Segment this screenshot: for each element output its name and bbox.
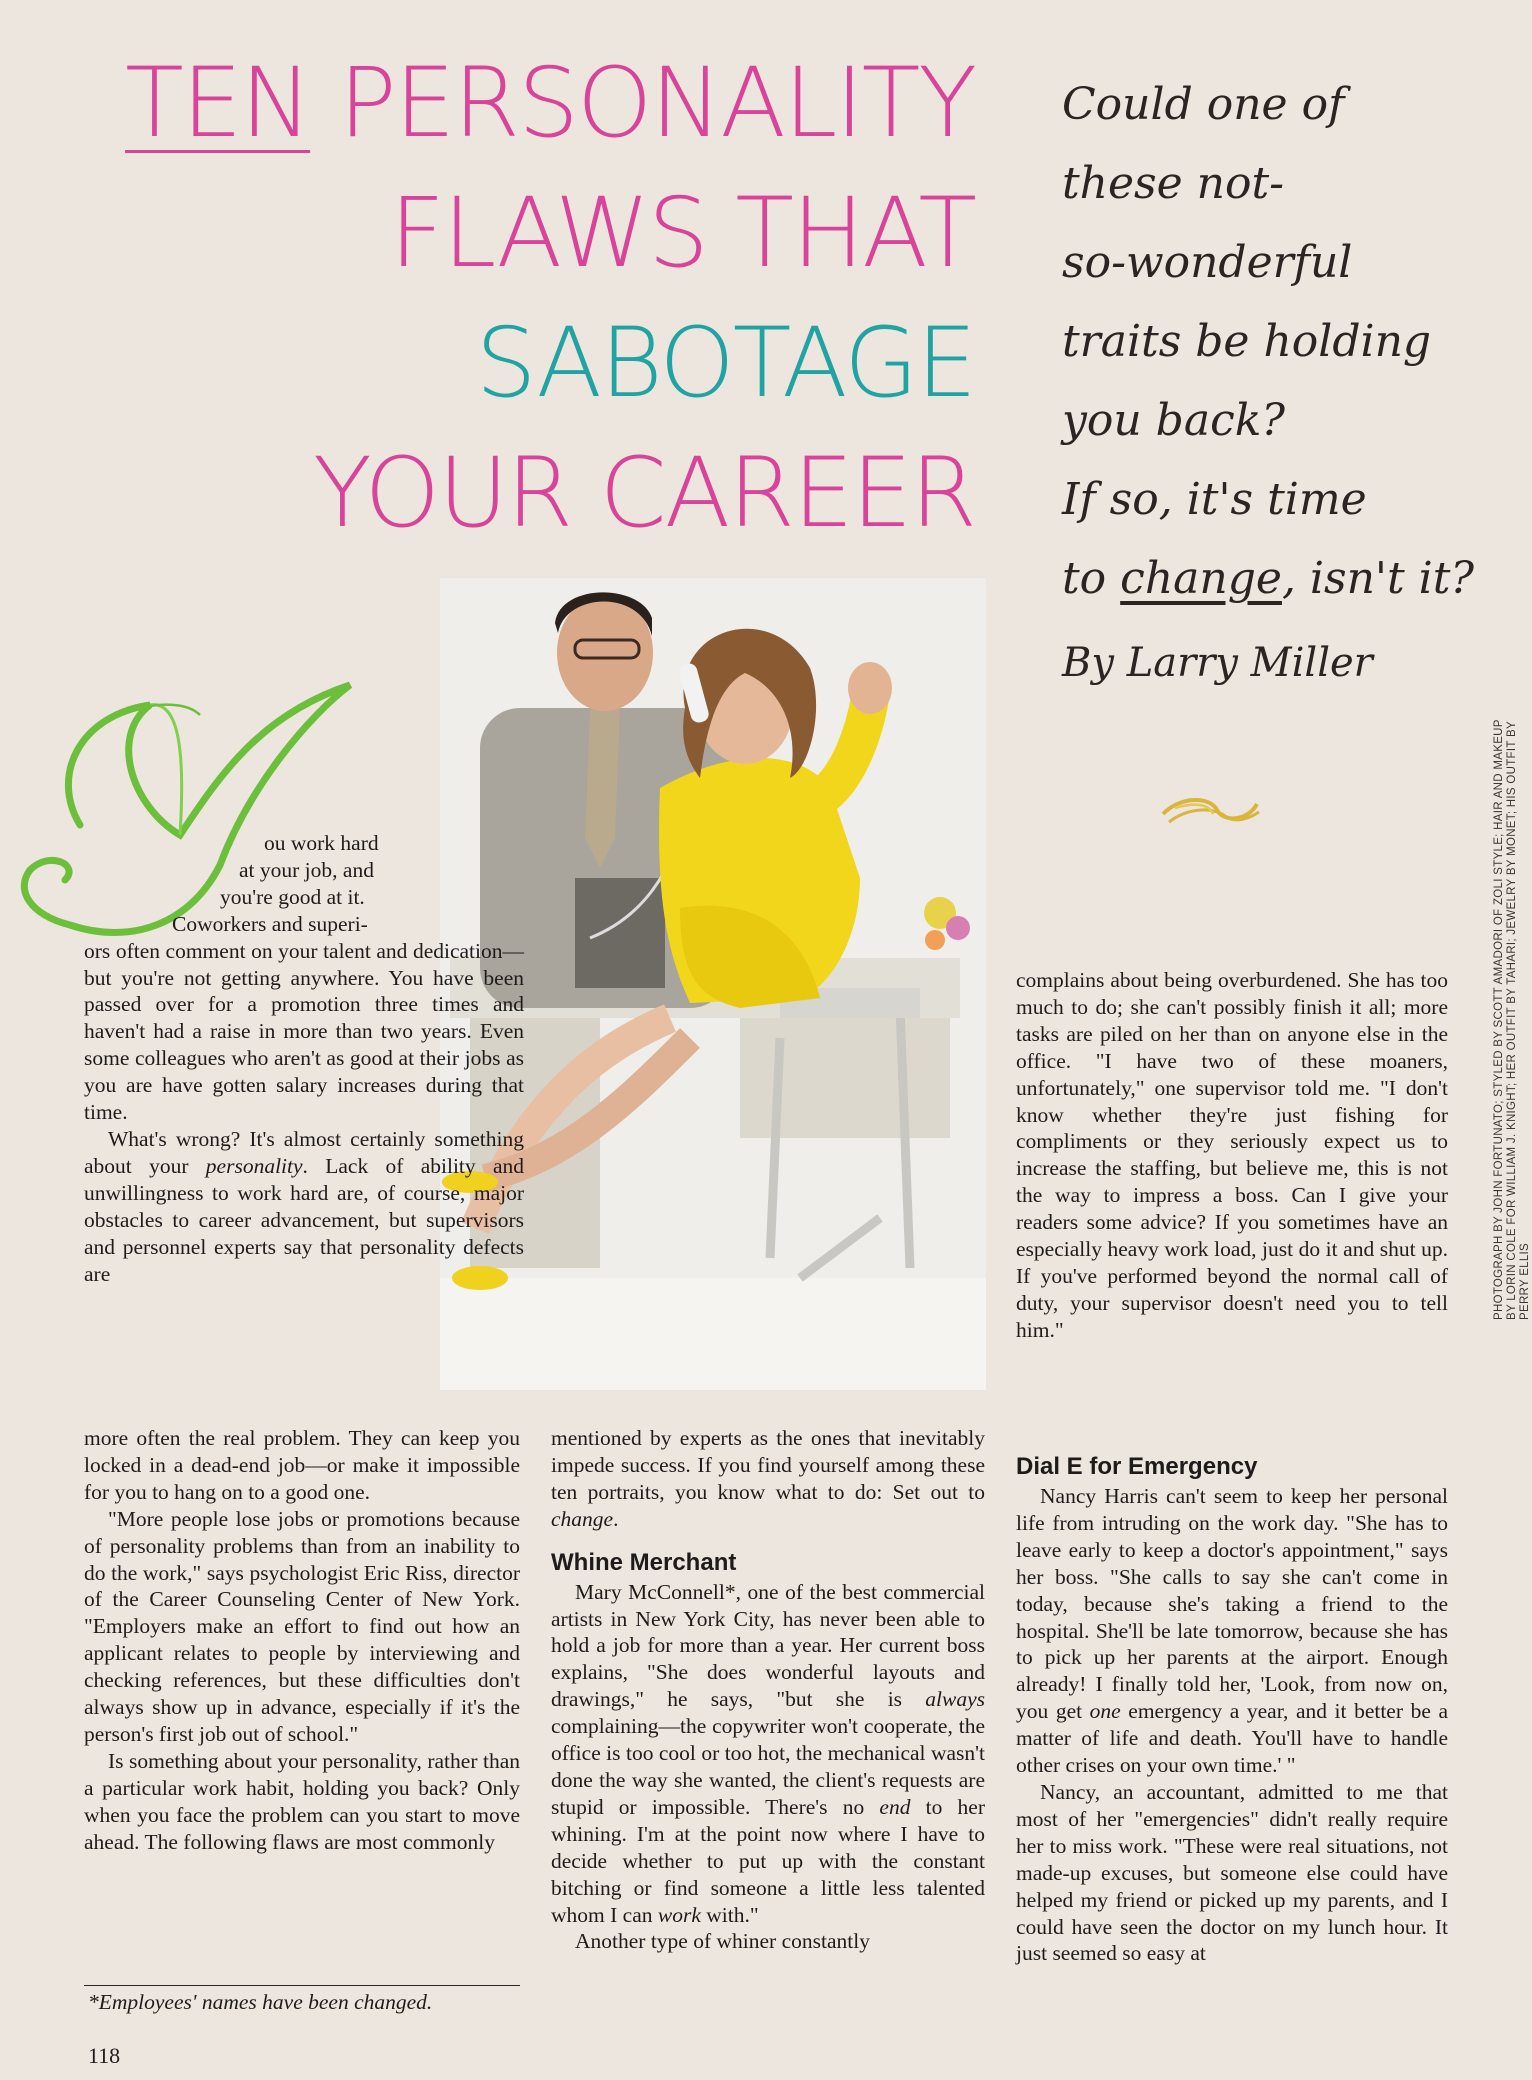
intro-paragraph: ors often comment on your talent and dedication—but you're not getting anywhere. You have been passed over for a promotion three times and haven't had a raise in more than two years. Even some colleagues who aren't as good at their jobs as you are have gotten salary increases during that time. (84, 938, 524, 1125)
deck-line: Could one of (1062, 79, 1345, 130)
text-run: . Lack of ability and unwillingness to work hard are, of course, major obstacles to career advancement, but supervisors and personnel experts say that personality defects are (84, 1153, 524, 1286)
emphasis: always (925, 1687, 985, 1712)
byline: By Larry Miller (1062, 640, 1373, 686)
footnote: *Employees' names have been changed. (88, 1990, 433, 2014)
headline-line-1 (125, 47, 975, 159)
column-1 (84, 1425, 520, 1856)
headline-line-3: SABOTAGE (475, 307, 975, 419)
column-3-lower (1016, 1453, 1448, 1967)
text-run: What's wrong? It's almost certainly something about your (84, 1126, 524, 1178)
text-run: with." (700, 1902, 759, 1927)
deck-line: you back? (1062, 395, 1285, 446)
paragraph (551, 1425, 985, 1533)
text-run: Mary McConnell*, one of the best commercial artists in New York City, has never been able to hold a job for more than a year. Her current boss explains, "She does wonderful layouts and drawings," he says, "but she is (551, 1579, 985, 1712)
text-run: . (613, 1506, 619, 1531)
deck-line: If so, it's time (1062, 474, 1367, 525)
emphasis: one (1089, 1699, 1121, 1724)
emphasis: personality (205, 1153, 303, 1178)
deck-line: traits be holding (1062, 316, 1432, 367)
headline-line-1-rest: PERSONALITY (310, 47, 975, 159)
paragraph (1016, 1483, 1448, 1779)
subhead-whine-merchant: Whine Merchant (551, 1548, 737, 1576)
flourish-ornament-icon (1155, 792, 1265, 832)
paragraph: more often the real problem. They can keep you locked in a dead-end job—or make it impossible for you to hang on to a good one. (84, 1426, 520, 1504)
headline-ten: TEN (125, 47, 311, 159)
emphasis: work (657, 1902, 701, 1927)
deck-line (1062, 539, 1475, 618)
photo-credit-line: BY LORIN COLE FOR WILLIAM J. KNIGHT; HER OUTFIT BY TAHARI; JEWELRY BY MONET; HIS OUTFIT BY PERRY ELLIS (1506, 721, 1531, 1320)
column-2 (551, 1425, 985, 1955)
deck-underlined-word: change (1120, 553, 1282, 604)
intro-line: Coworkers and superi- (172, 911, 368, 936)
deck-text: to (1062, 553, 1121, 604)
footnote-divider (84, 1985, 520, 1986)
photo-credit-line: PHOTOGRAPH BY JOHN FORTUNATO; STYLED BY SCOTT AMADORI OF ZOLI STYLE; HAIR AND MAKEUP (1493, 719, 1505, 1320)
photo-credit (1493, 680, 1531, 1320)
intro-paragraph-2 (84, 1126, 524, 1287)
intro-line: at your job, and (239, 857, 374, 882)
column-3 (1016, 967, 1448, 1344)
intro-column (84, 830, 524, 1287)
paragraph: complains about being overburdened. She has too much to do; she can't possibly finish it all; more tasks are piled on her than on anyone else in the office. "I have two of these moaners, unfortunately," one supervisor told me. "I don't know whether they're just fishing for compliments or they seriously expect us to increase the staffing, but believe me, this is not the way to impress a boss. Can I give your readers some advice? If you sometimes have an especially heavy work load, just do it and shut up. If you've performed beyond the normal call of duty, your supervisor doesn't need you to tell him." (1016, 968, 1448, 1342)
deck-line: so-wonderful (1062, 237, 1353, 288)
text-run: Nancy Harris can't seem to keep her personal life from intruding on the work day. "She has to leave early to keep a doctor's appointment," says her boss. "She calls to say she can't come in today, because she's taking a friend to the hospital. She'll be late tomorrow, because she has to pick up her parents at the airport. Enough already! I finally told her, 'Look, from now on, you get (1016, 1484, 1448, 1724)
emphasis: end (879, 1794, 911, 1819)
text-run: emergency a year, and it better be a matter of life and death. You'll have to handle other crises on your own time.' " (1016, 1699, 1448, 1778)
paragraph: Another type of whiner constantly (575, 1929, 870, 1954)
deck-line: these not- (1062, 158, 1285, 209)
text-run: mentioned by experts as the ones that inevitably impede success. If you find yourself among these ten portraits, you know what to do: Set out to (551, 1426, 985, 1504)
headline (125, 47, 975, 575)
headline-line-2: FLAWS THAT (389, 177, 975, 289)
deck-text: , isn't it? (1281, 553, 1475, 604)
intro-line: you're good at it. (220, 884, 365, 909)
paragraph: "More people lose jobs or promotions because of personality problems than from an inability to do the work," says psychologist Eric Riss, director of the Career Counseling Center of New York. "Employers make an effort to find out how an applicant relates to people by interviewing and checking references, but these difficulties don't always show up in advance, especially if it's the person's first job out of school." (84, 1506, 520, 1746)
paragraph (551, 1579, 985, 1929)
text-run: to her whining. I'm at the point now where I have to decide whether to put up with the constant bitching or find someone a little less talented whom I can (551, 1794, 985, 1927)
subhead-dial-e: Dial E for Emergency (1016, 1453, 1258, 1480)
text-run: complaining—the copywriter won't cooperate, the office is too cool or too hot, the mechanical wasn't done the way she wanted, the client's requests are stupid or impossible. There's no (551, 1714, 985, 1819)
emphasis: change (551, 1506, 614, 1531)
paragraph: Nancy, an accountant, admitted to me that most of her "emergencies" didn't really require her to miss work. "These were real situations, not made-up excuses, but someone else could have helped my friend or picked up my parents, and I could have seen the doctor on my lunch hour. It just seemed so easy at (1016, 1779, 1448, 1966)
paragraph: Is something about your personality, rather than a particular work habit, holding you back? Only when you face the problem can you start to move ahead. The following flaws are most commonly (84, 1748, 520, 1854)
intro-line: ou work hard (264, 831, 379, 855)
headline-line-4: YOUR CAREER (313, 437, 975, 549)
deck (1062, 65, 1475, 618)
page-number: 118 (88, 2043, 121, 2068)
